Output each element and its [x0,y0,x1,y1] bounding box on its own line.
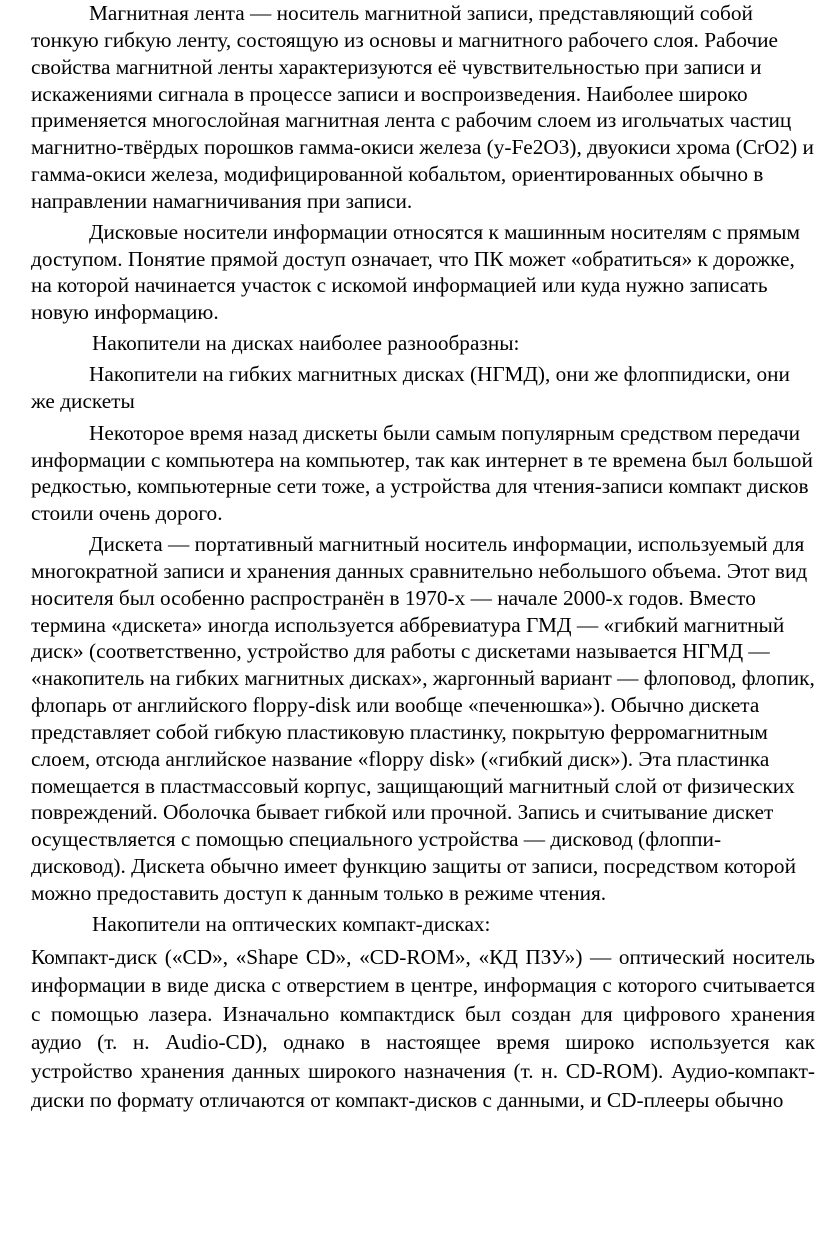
paragraph-magnetic-tape: Магнитная лента — носитель магнитной записи, представляющий собой тонкую гибкую ленту, состоящую из основы и магнитного рабочего слоя. Рабочие свойства магнитной ленты характеризуются её чувствительностью при записи и искажениями сигнала в процессе записи и воспроизведения. Наиболее широко применяется многослойная магнитная лента с рабочим слоем из игольчатых частиц магнитно-твёрдых порошков гамма-окиси железа (y-Fe2O3), двуокиси хрома (CrO2) и гамма-окиси железа, модифицированной кобальтом, ориентированных обычно в направлении намагничивания при записи. [31,1,814,213]
heading-disk-drives: Накопители на дисках наиболее разнообразны: [92,331,520,356]
document-page [31,0,815,1114]
paragraph-floppy-history: Некоторое время назад дискеты были самым популярным средством передачи информации с компьютера на компьютер, так как интернет в те времена был большой редкостью, компьютерные сети тоже, а устройства для чтения-записи компакт дисков стоили очень дорого. [31,420,813,526]
paragraph-floppy-definition: Дискета — портативный магнитный носитель информации, используемый для многократной записи и хранения данных сравнительно небольшого объема. Этот вид носителя был особенно распространён в 1970-х — начале 2000-х годов. Вместо термина «дискета» иногда используется аббревиатура ГМД — «гибкий магнитный диск» (соответственно, устройство для работы с дискетами называется НГМД — «накопитель на гибких магнитных дисках», жаргонный вариант — флоповод, флопик, флопарь от английского floppy-disk или вообще «печенюшка»). Обычно дискета представляет собой гибкую пластиковую пластинку, покрытую ферромагнитным слоем, отсюда английское название «floppy disk» («гибкий диск»). Эта пластинка помещается в пластмассовый корпус, защищающий магнитный слой от физических повреждений. Оболочка бывает гибкой или прочной. Запись и считывание дискет осуществляется с помощью специального устройства — дисковод (флоппи-дисковод). Дискета обычно имеет функцию защиты от записи, посредством которой можно предоставить доступ к данным только в режиме чтения. [31,532,815,905]
heading-optical-drives: Накопители на оптических компакт-дисках: [92,911,491,936]
heading-floppy-drives: Накопители на гибких магнитных дисках (НГМД), они же флоппидиски, они же дискеты [31,361,790,413]
paragraph-disk-media: Дисковые носители информации относятся к машинным носителям с прямым доступом. Понятие прямой доступ означает, что ПК может «обратиться» к дорожке, на которой начинается участок с искомой информацией или куда нужно записать новую информацию. [31,219,800,325]
paragraph-compact-disc: Компакт-диск («CD», «Shape CD», «CD-ROM», «КД ПЗУ») — оптический носитель информации в виде диска с отверстием в центре, информация с которого считывается с помощью лазера. Изначально компактдиск был создан для цифрового хранения аудио (т. н. Audio-CD), однако в настоящее время широко используется как устройство хранения данных широкого назначения (т. н. CD-ROM). Аудио-компакт-диски по формату отличаются от компакт-дисков с данными, и CD-плееры обычно [31,944,815,1112]
